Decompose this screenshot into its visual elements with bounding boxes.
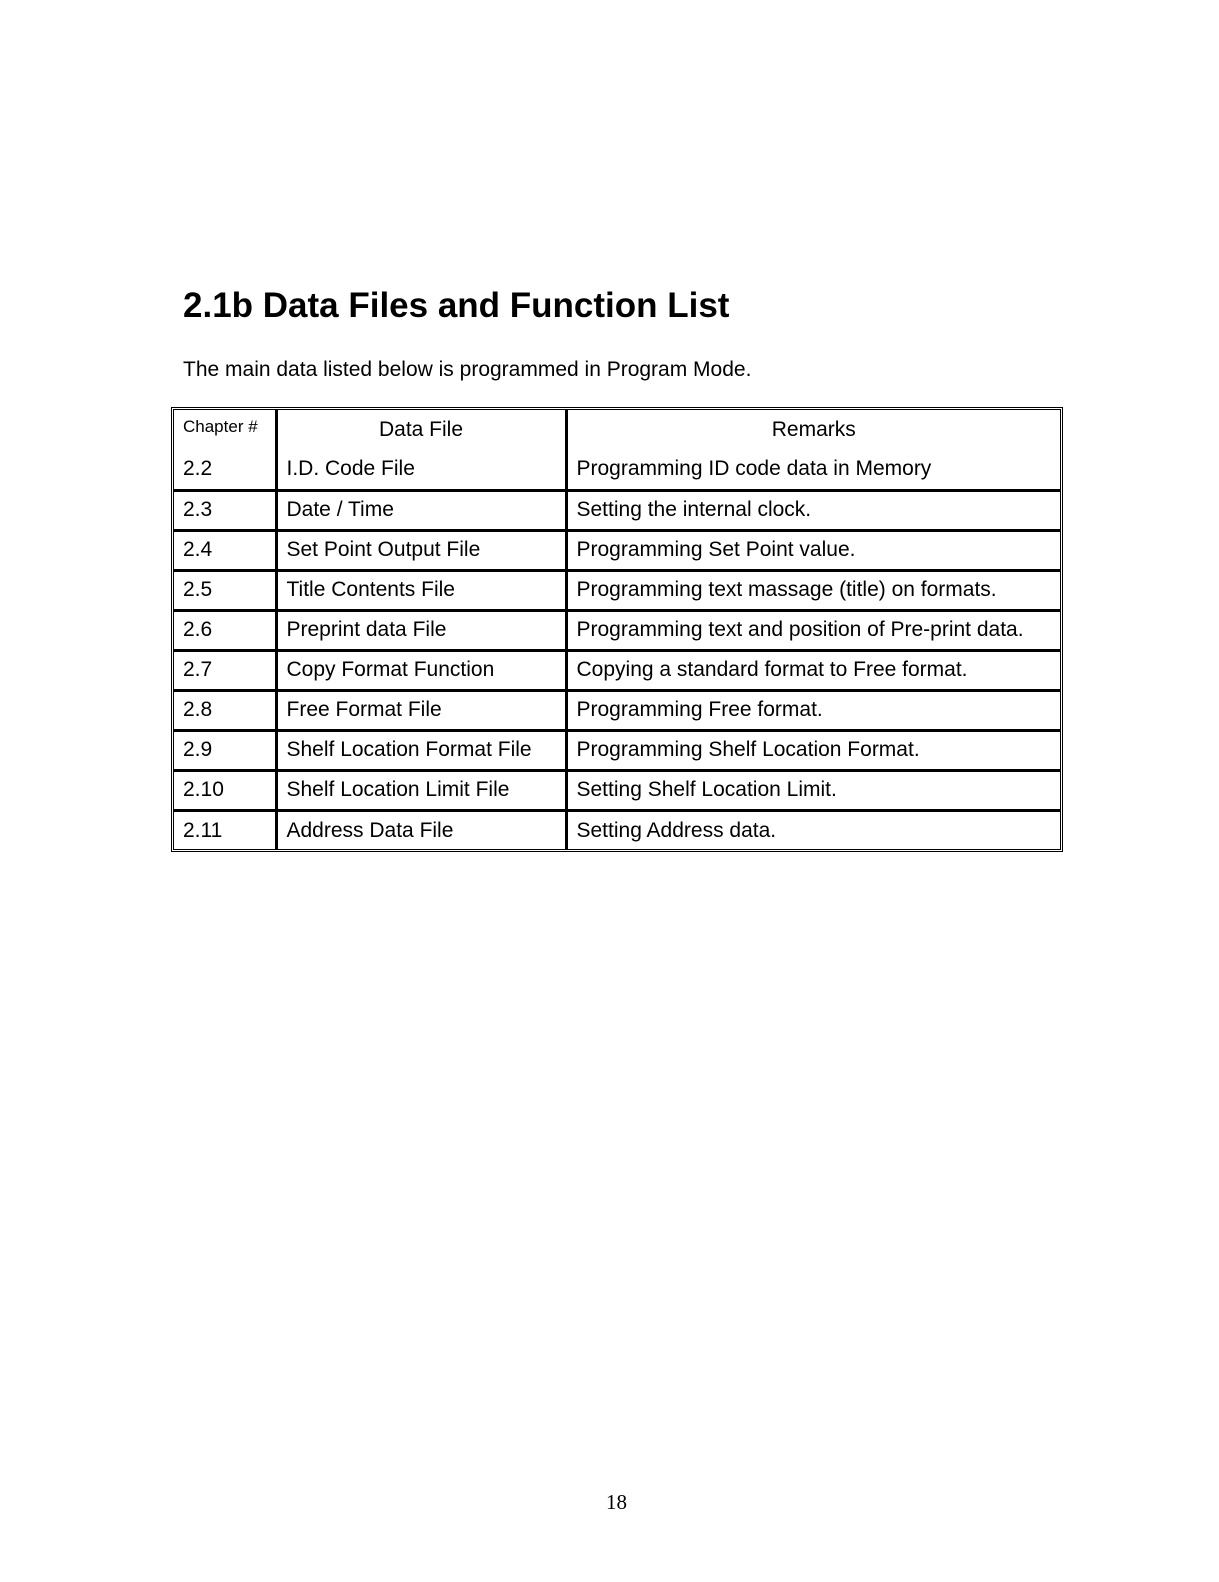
header-data-file: Data File <box>276 410 566 450</box>
cell-remarks: Programming Shelf Location Format. <box>566 730 1060 770</box>
cell-data-file: Date / Time <box>276 490 566 530</box>
cell-remarks: Setting the internal clock. <box>566 490 1060 530</box>
cell-chapter: 2.3 <box>174 490 276 530</box>
cell-chapter: 2.10 <box>174 770 276 810</box>
table-row <box>174 810 1060 850</box>
cell-data-file: Shelf Location Limit File <box>276 770 566 810</box>
cell-data-file: Title Contents File <box>276 570 566 610</box>
cell-chapter: 2.7 <box>174 650 276 690</box>
cell-remarks: Programming Set Point value. <box>566 530 1060 570</box>
cell-remarks: Programming Free format. <box>566 690 1060 730</box>
cell-data-file: I.D. Code File <box>276 450 566 490</box>
cell-data-file: Preprint data File <box>276 610 566 650</box>
cell-data-file: Copy Format Function <box>276 650 566 690</box>
cell-remarks: Setting Shelf Location Limit. <box>566 770 1060 810</box>
cell-remarks: Copying a standard format to Free format. <box>566 650 1060 690</box>
table-row <box>174 650 1060 690</box>
data-files-table-frame <box>171 407 1063 852</box>
cell-data-file: Address Data File <box>276 810 566 850</box>
header-chapter: Chapter # <box>174 410 276 450</box>
table-row <box>174 690 1060 730</box>
table-row <box>174 770 1060 810</box>
header-remarks: Remarks <box>566 410 1060 450</box>
cell-remarks: Setting Address data. <box>566 810 1060 850</box>
cell-chapter: 2.4 <box>174 530 276 570</box>
intro-paragraph: The main data listed below is programmed in Program Mode. <box>183 358 752 381</box>
cell-chapter: 2.6 <box>174 610 276 650</box>
table-row <box>174 610 1060 650</box>
table-row <box>174 730 1060 770</box>
data-files-table <box>174 410 1060 850</box>
cell-chapter: 2.2 <box>174 450 276 490</box>
table-row <box>174 450 1060 490</box>
table-header-row <box>174 410 1060 450</box>
cell-data-file: Shelf Location Format File <box>276 730 566 770</box>
cell-remarks: Programming ID code data in Memory <box>566 450 1060 490</box>
page-number: 18 <box>606 1490 627 1514</box>
cell-data-file: Set Point Output File <box>276 530 566 570</box>
cell-remarks: Programming text and position of Pre-print data. <box>566 610 1060 650</box>
cell-chapter: 2.5 <box>174 570 276 610</box>
table-row <box>174 530 1060 570</box>
table-row <box>174 570 1060 610</box>
cell-chapter: 2.11 <box>174 810 276 850</box>
cell-chapter: 2.8 <box>174 690 276 730</box>
table-row <box>174 490 1060 530</box>
cell-data-file: Free Format File <box>276 690 566 730</box>
cell-chapter: 2.9 <box>174 730 276 770</box>
cell-remarks: Programming text massage (title) on formats. <box>566 570 1060 610</box>
section-heading: 2.1b Data Files and Function List <box>183 286 730 325</box>
